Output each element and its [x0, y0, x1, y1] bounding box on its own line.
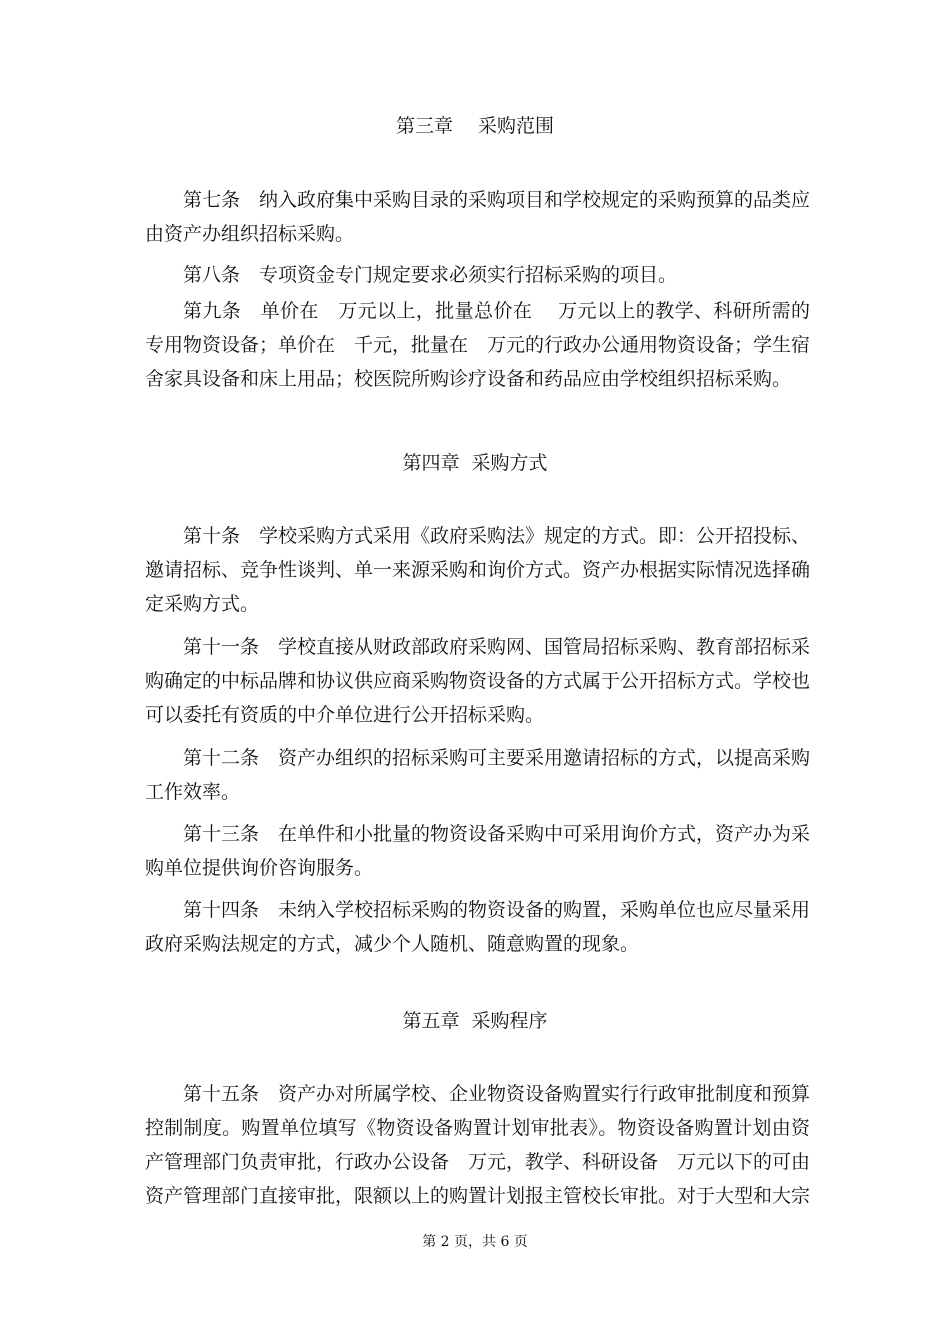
article-8-paragraph: 第八条 专项资金专门规定要求必须实行招标采购的项目。 [183, 264, 678, 286]
article-13-paragraph: 第十三条 在单件和小批量的物资设备采购中可采用询价方式，资产办为采购单位提供询价咨询服务。 [145, 823, 811, 879]
article-11-paragraph: 第十一条 学校直接从财政部政府采购网、国管局招标采购、教育部招标采购确定的中标品牌和协议供应商采购物资设备的方式属于公开招标方式。学校也可以委托有资质的中介单位进行公开招标采购。 [145, 636, 811, 726]
chapter-3-heading: 第三章 采购范围 [395, 115, 555, 137]
article-12-paragraph: 第十二条 资产办组织的招标采购可主要采用邀请招标的方式，以提高采购工作效率。 [145, 747, 811, 803]
article-15-paragraph: 第十五条 资产办对所属学校、企业物资设备购置实行行政审批制度和预算控制制度。购置单位填写《物资设备购置计划审批表》。物资设备购置计划由资产管理部门负责审批，行政办公设备 万元，教学、科研设备 万元以下的可由资产管理部门直接审批，限额以上的购置计划报主管校长审批。对于大型和大宗 [145, 1083, 811, 1207]
chapter-4-heading: 第四章 采购方式 [402, 452, 548, 474]
chapter-5-heading: 第五章 采购程序 [402, 1010, 548, 1032]
page-number-footer: 第 2 页，共 6 页 [422, 1234, 528, 1250]
article-9-paragraph: 第九条 单价在 万元以上，批量总价在 万元以上的教学、科研所需的专用物资设备；单价在 千元，批量在 万元的行政办公通用物资设备；学生宿舍家具设备和床上用品；校医院所购诊疗设备和药品应由学校组织招标采购。 [145, 300, 811, 390]
article-7-paragraph: 第七条 纳入政府集中采购目录的采购项目和学校规定的采购预算的品类应由资产办组织招标采购。 [145, 189, 811, 245]
article-14-paragraph: 第十四条 未纳入学校招标采购的物资设备的购置，采购单位也应尽量采用政府采购法规定的方式，减少个人随机、随意购置的现象。 [145, 899, 811, 955]
article-10-paragraph: 第十条 学校采购方式采用《政府采购法》规定的方式。即：公开招投标、邀请招标、竞争性谈判、单一来源采购和询价方式。资产办根据实际情况选择确定采购方式。 [145, 525, 811, 615]
